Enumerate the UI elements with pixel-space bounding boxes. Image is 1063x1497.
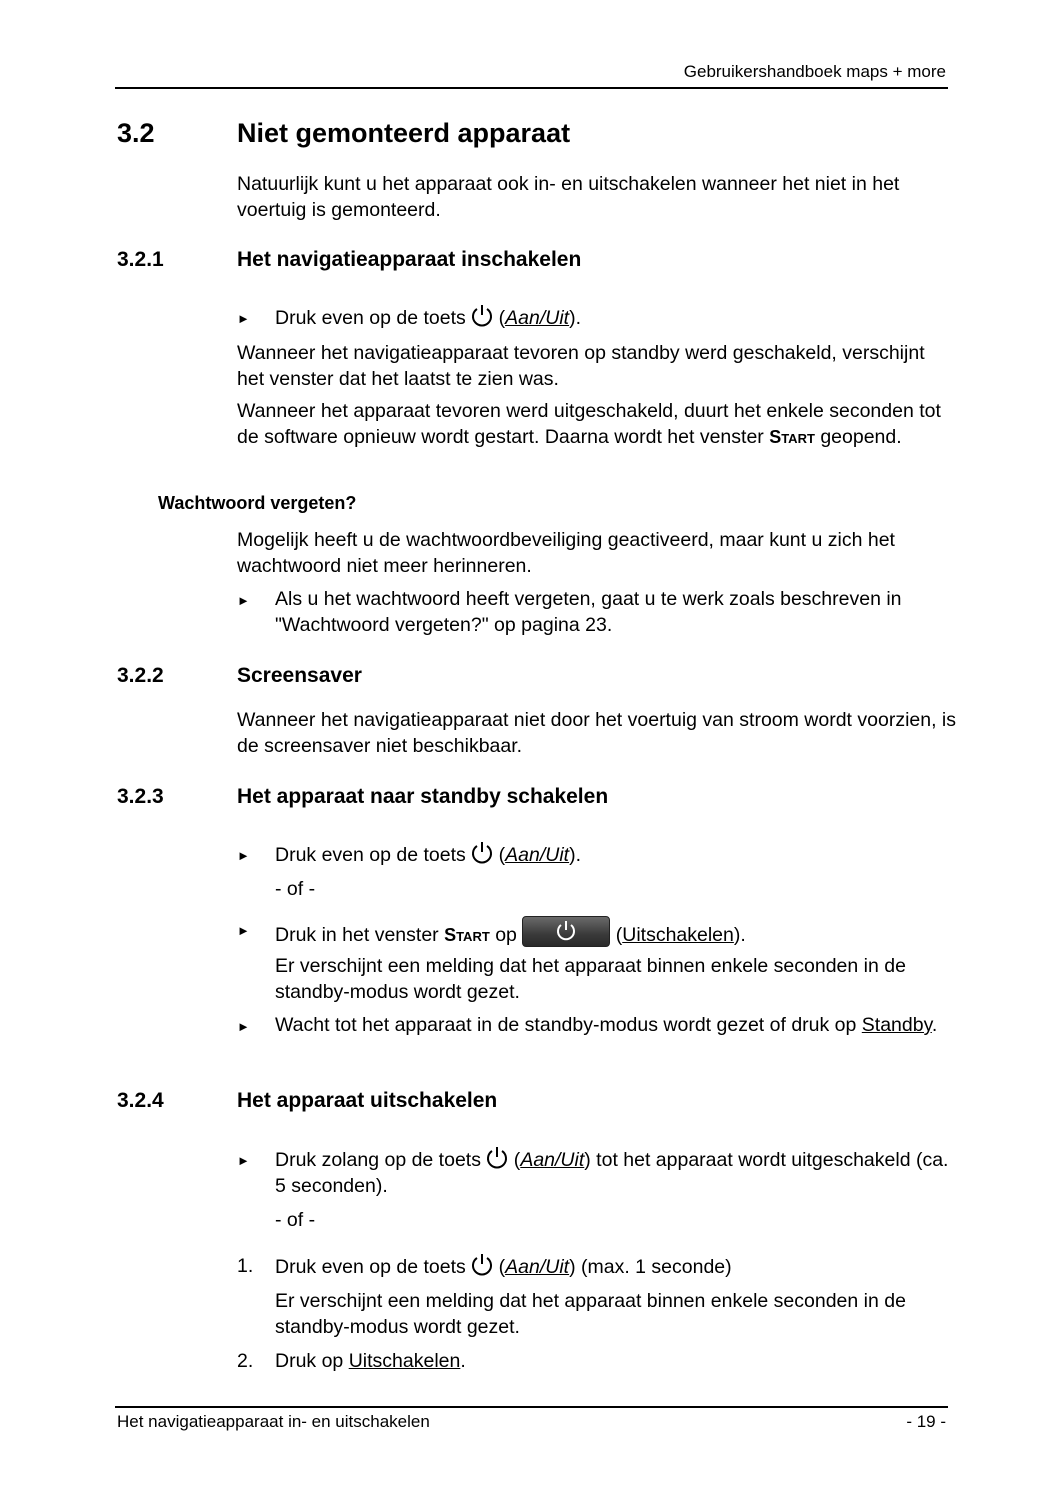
bullet-icon: ► [237,1153,250,1168]
paragraph: Mogelijk heeft u de wachtwoordbeveiliging geactiveerd, maar kunt u zich het wachtwoord niet meer herinneren. [237,529,895,577]
paragraph: Er verschijnt een melding dat het apparaat binnen enkele seconden in de standby-modus wordt gezet. [275,955,906,1003]
subsection-title: Het navigatieapparaat inschakelen [237,248,582,271]
bullet-icon: ► [237,923,250,938]
power-icon [471,1253,493,1277]
uitschakelen-link[interactable]: Uitschakelen [348,1350,461,1372]
aan-uit-link[interactable]: Aan/Uit [505,307,570,329]
page-number: - 19 - [906,1412,946,1431]
step-shutdown: Druk op Uitschakelen. [275,1350,466,1372]
bullet-icon: ► [237,848,250,863]
aan-uit-link[interactable]: Aan/Uit [520,1149,585,1171]
section-title: Niet gemonteerd apparaat [237,118,571,148]
section-intro: Natuurlijk kunt u het apparaat ook in- en uitschakelen wanneer het niet in het voertuig is gemonteerd. [237,173,900,221]
footer-divider [115,1406,948,1408]
step-password: Als u het wachtwoord heeft vergeten, gaat u te werk zoals beschreven in "Wachtwoord vergeten?" op pagina 23. [275,588,902,636]
paragraph: Wanneer het apparaat tevoren werd uitgeschakeld, duurt het enkele seconden tot de software opnieuw wordt gestart. Daarna wordt het venster Start geopend. [237,400,941,448]
bullet-icon: ► [237,1019,250,1034]
step-shutdown-button: Druk in het venster Start op (Uitschakelen). [275,916,955,948]
subheading-password: Wachtwoord vergeten? [158,493,357,513]
paragraph: Wanneer het navigatieapparaat niet door het voertuig van stroom wordt voorzien, is de screensaver niet beschikbaar. [237,709,957,757]
start-window-name: Start [769,427,815,447]
step-number: 2. [237,1350,254,1372]
aan-uit-link[interactable]: Aan/Uit [505,844,570,866]
bullet-icon: ► [237,311,250,326]
power-icon [471,841,493,865]
step-long-press: Druk zolang op de toets (Aan/Uit) tot het apparaat wordt uitgeschakeld (ca. 5 seconden). [275,1146,955,1199]
section-number: 3.2 [117,118,155,148]
or-separator: - of - [275,878,316,900]
subsection-title: Het apparaat naar standby schakelen [237,785,609,808]
subsection-number: 3.2.2 [117,664,164,687]
or-separator: - of - [275,1209,316,1231]
subsection-title: Screensaver [237,664,362,687]
aan-uit-link[interactable]: Aan/Uit [505,1256,570,1278]
step-short-press: Druk even op de toets (Aan/Uit) (max. 1 seconde) [275,1253,955,1280]
step-power-on: Druk even op de toets (Aan/Uit). [275,304,955,331]
power-icon [486,1146,508,1170]
uitschakelen-link[interactable]: Uitschakelen [622,924,734,946]
step-wait: Wacht tot het apparaat in de standby-modus wordt gezet of druk op Standby. [275,1014,938,1036]
shutdown-button[interactable] [522,916,610,947]
header-divider [115,87,948,89]
paragraph: Er verschijnt een melding dat het apparaat binnen enkele seconden in de standby-modus wordt gezet. [275,1290,906,1338]
footer-chapter: Het navigatieapparaat in- en uitschakelen [117,1412,430,1431]
power-icon [471,304,493,328]
subsection-title: Het apparaat uitschakelen [237,1089,498,1112]
standby-link[interactable]: Standby [861,1014,932,1036]
running-header: Gebruikershandboek maps + more [683,62,946,81]
subsection-number: 3.2.1 [117,248,164,271]
step-standby: Druk even op de toets (Aan/Uit). [275,841,955,868]
subsection-number: 3.2.3 [117,785,164,808]
step-number: 1. [237,1255,254,1277]
bullet-icon: ► [237,593,250,608]
start-window-name: Start [444,925,490,945]
subsection-number: 3.2.4 [117,1089,164,1112]
paragraph: Wanneer het navigatieapparaat tevoren op standby werd geschakeld, verschijnt het venster dat het laatst te zien was. [237,342,925,390]
